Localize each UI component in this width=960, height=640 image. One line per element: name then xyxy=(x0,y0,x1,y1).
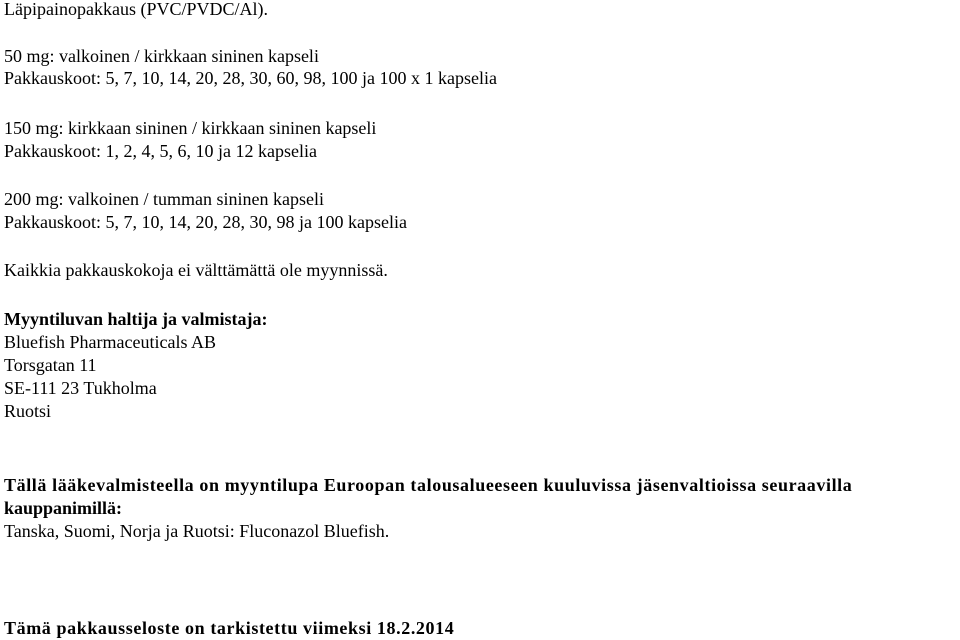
holder-country: Ruotsi xyxy=(4,401,52,421)
holder-name: Bluefish Pharmaceuticals AB xyxy=(4,332,216,352)
eea-heading-line1: Tällä lääkevalmisteella on myyntilupa Euroopan talousalueeseen kuuluvissa jäsenvaltioissa seuraavilla xyxy=(4,475,853,495)
eea-heading-line2: kauppanimillä: xyxy=(4,498,123,518)
revision-date: Tämä pakkausseloste on tarkistettu viimeksi 18.2.2014 xyxy=(4,618,455,638)
strength-200mg-pack-sizes: Pakkauskoot: 5, 7, 10, 14, 20, 28, 30, 98 ja 100 kapselia xyxy=(4,212,407,232)
strength-150mg-description: 150 mg: kirkkaan sininen / kirkkaan sininen kapseli xyxy=(4,118,377,138)
strength-50mg-description: 50 mg: valkoinen / kirkkaan sininen kapseli xyxy=(4,46,319,66)
trade-names: Tanska, Suomi, Norja ja Ruotsi: Fluconazol Bluefish. xyxy=(4,521,390,541)
holder-city: SE-111 23 Tukholma xyxy=(4,378,157,398)
availability-note: Kaikkia pakkauskokoja ei välttämättä ole myynnissä. xyxy=(4,260,388,280)
packaging-text: Läpipainopakkaus (PVC/PVDC/Al). xyxy=(4,0,268,19)
strength-200mg-description: 200 mg: valkoinen / tumman sininen kapseli xyxy=(4,189,324,209)
strength-150mg-pack-sizes: Pakkauskoot: 1, 2, 4, 5, 6, 10 ja 12 kapselia xyxy=(4,141,317,161)
holder-street: Torsgatan 11 xyxy=(4,355,97,375)
holder-heading: Myyntiluvan haltija ja valmistaja: xyxy=(4,309,268,329)
strength-50mg-pack-sizes: Pakkauskoot: 5, 7, 10, 14, 20, 28, 30, 60, 98, 100 ja 100 x 1 kapselia xyxy=(4,68,497,88)
